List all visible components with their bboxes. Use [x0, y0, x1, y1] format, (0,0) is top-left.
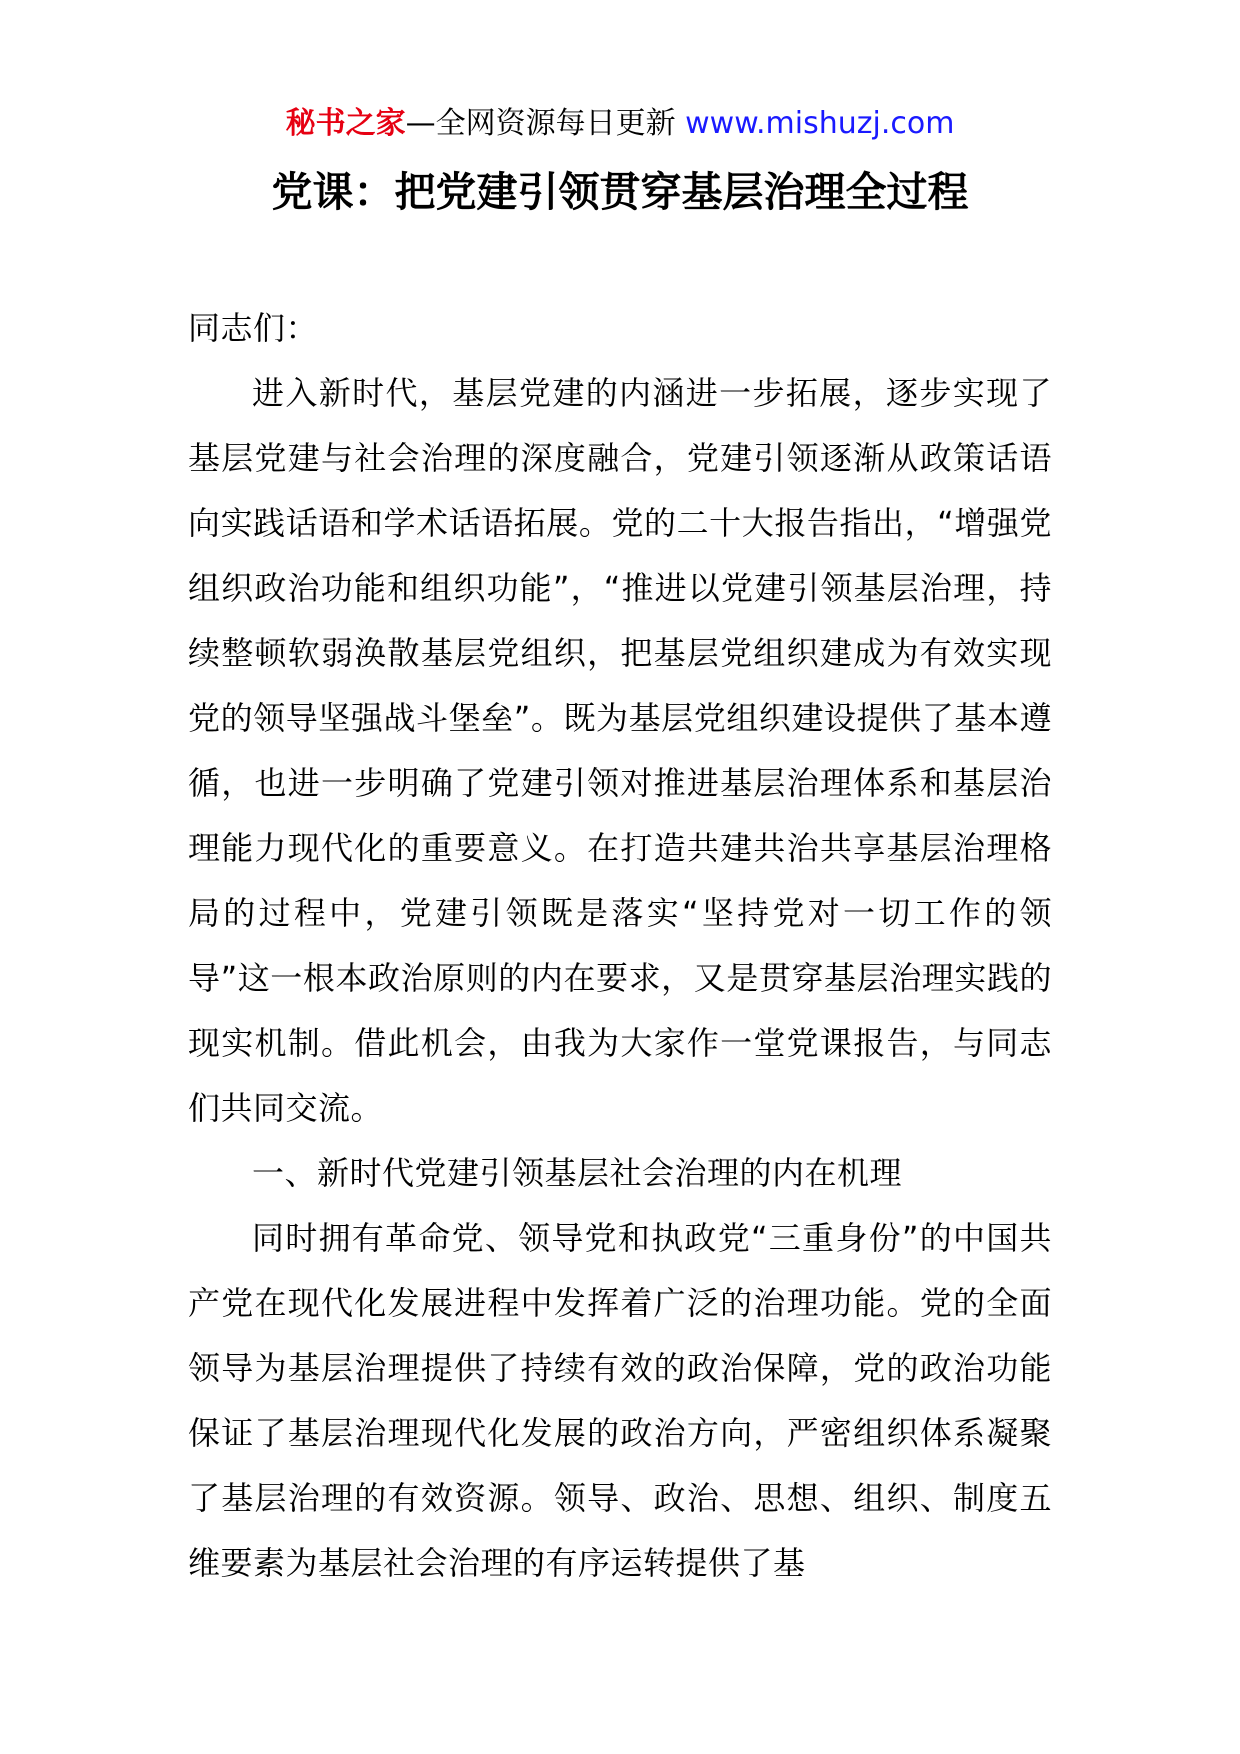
document-body — [188, 296, 1052, 1596]
paragraph-section-1: 同时拥有革命党、领导党和执政党“三重身份”的中国共产党在现代化发展进程中发挥着广泛的治理功能。党的全面领导为基层治理提供了持续有效的政治保障，党的政治功能保证了基层治理现代化发展的政治方向，严密组织体系凝聚了基层治理的有效资源。领导、政治、思想、组织、制度五维要素为基层社会治理的有序运转提供了基 — [188, 1219, 1052, 1582]
document-title: 党课：把党建引领贯穿基层治理全过程 — [271, 168, 969, 216]
greeting: 同志们： — [188, 309, 319, 347]
site-url-link[interactable]: www.mishuzj.com — [685, 106, 955, 141]
site-tagline: —全网资源每日更新 — [405, 106, 686, 141]
paragraph-intro: 进入新时代，基层党建的内涵进一步拓展，逐步实现了基层党建与社会治理的深度融合，党建引领逐渐从政策话语向实践话语和学术话语拓展。党的二十大报告指出，“增强党组织政治功能和组织功能”，“推进以党建引领基层治理，持续整顿软弱涣散基层党组织，把基层党组织建成为有效实现党的领导坚强战斗堡垒”。既为基层党组织建设提供了基本遵循，也进一步明确了党建引领对推进基层治理体系和基层治理能力现代化的重要意义。在打造共建共治共享基层治理格局的过程中，党建引领既是落实“坚持党对一切工作的领导”这一根本政治原则的内在要求，又是贯穿基层治理实践的现实机制。借此机会，由我为大家作一堂党课报告，与同志们共同交流。 — [188, 374, 1052, 1127]
section-heading-1: 一、新时代党建引领基层社会治理的内在机理 — [252, 1154, 903, 1192]
site-brand: 秘书之家 — [285, 106, 406, 141]
site-header — [0, 100, 1240, 148]
